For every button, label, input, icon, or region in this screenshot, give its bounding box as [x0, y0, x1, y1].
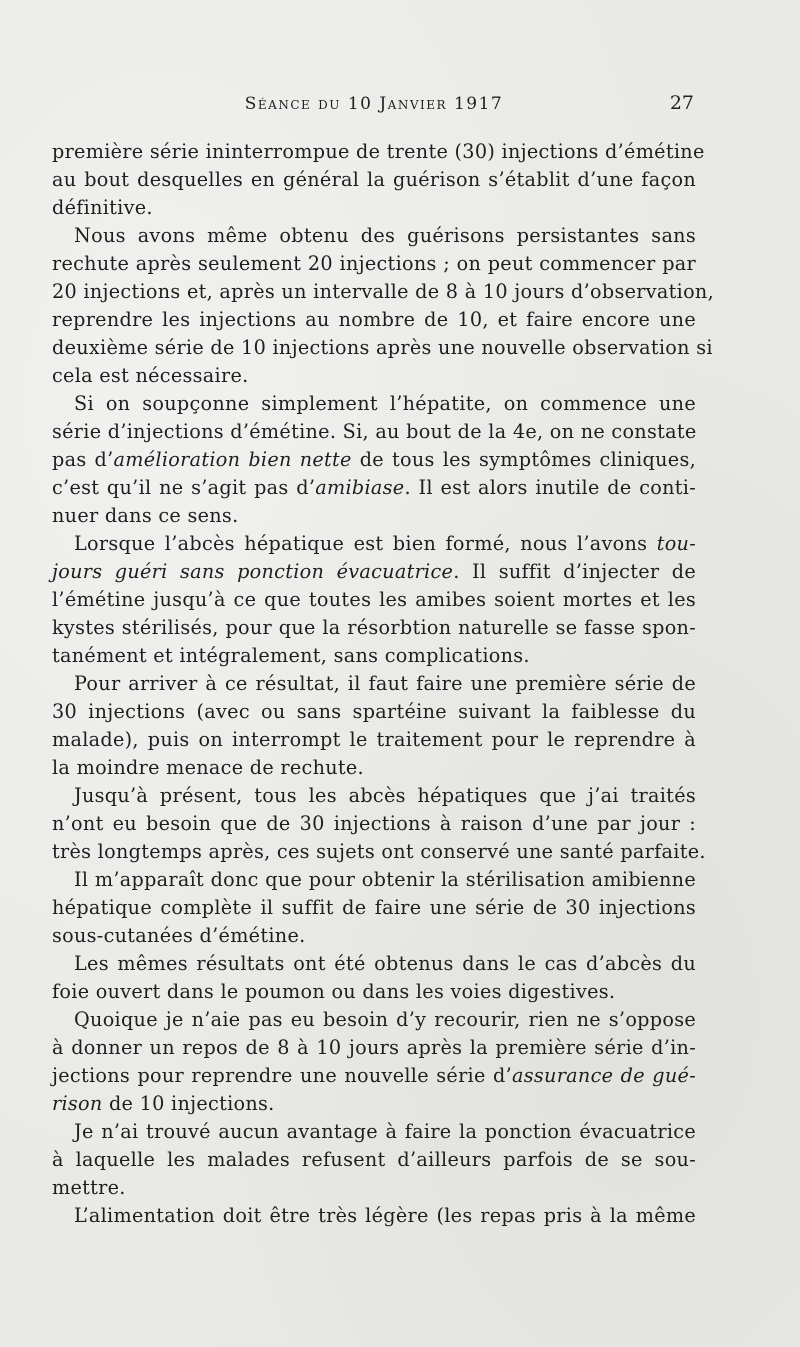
text-line: à donner un repos de 8 à 10 jours après la première série d’in-	[52, 1036, 696, 1059]
text-line: rechute après seulement 20 injections ; on peut commencer par	[52, 252, 696, 275]
text-line: reprendre les injections au nombre de 10, et faire encore une	[52, 308, 696, 331]
text-run: jections pour reprendre une nouvelle série d’	[52, 1064, 513, 1087]
text-line	[52, 446, 696, 474]
text-run: . Il est alors inutile de conti-	[404, 476, 696, 499]
italic-text: rison	[52, 1092, 103, 1115]
text-line: Si on soupçonne simplement l’hépatite, on commence une	[74, 392, 696, 415]
text-line: Jusqu’à présent, tous les abcès hépatiques que j’ai traités	[74, 784, 696, 807]
text-run: de tous les symptômes cliniques,	[351, 448, 696, 471]
text-line	[52, 1090, 696, 1118]
italic-text: jours guéri sans ponction évacuatrice	[52, 560, 454, 583]
text-line: kystes stérilisés, pour que la résorbtion naturelle se fasse spon-	[52, 616, 696, 639]
text-line	[52, 558, 696, 586]
text-line	[52, 1062, 696, 1090]
running-title: Séance du 10 Janvier 1917	[244, 94, 504, 114]
text-line: au bout desquelles en général la guérison s’établit d’une façon	[52, 168, 696, 191]
text-line: mettre.	[52, 1176, 126, 1199]
text-line	[52, 530, 696, 558]
text-line: foie ouvert dans le poumon ou dans les voies digestives.	[52, 980, 616, 1003]
text-run: pas d’	[52, 448, 114, 471]
running-head	[54, 92, 694, 122]
text-run: Lorsque l’abcès hépatique est bien formé, nous l’avons	[74, 532, 657, 555]
text-line: première série ininterrompue de trente (30) injections d’émétine	[52, 140, 705, 163]
text-line: nuer dans ce sens.	[52, 504, 239, 527]
body-text	[52, 138, 714, 1230]
text-line: la moindre menace de rechute.	[52, 756, 364, 779]
italic-text: amélioration bien nette	[113, 448, 352, 471]
text-line: à laquelle les malades refusent d’ailleurs parfois de se sou-	[52, 1148, 696, 1171]
text-line: n’ont eu besoin que de 30 injections à raison d’une par jour :	[52, 812, 696, 835]
text-line: définitive.	[52, 196, 153, 219]
text-line: 20 injections et, après un intervalle de 8 à 10 jours d’observation,	[52, 280, 714, 303]
italic-text: amibiase	[315, 476, 405, 499]
page-number: 27	[669, 92, 694, 114]
text-line: Je n’ai trouvé aucun avantage à faire la ponction évacuatrice	[74, 1120, 696, 1143]
text-line: malade), puis on interrompt le traitement pour le reprendre à	[52, 728, 696, 751]
text-line: Quoique je n’aie pas eu besoin d’y recourir, rien ne s’oppose	[74, 1008, 696, 1031]
text-run: c’est qu’il ne s’agit pas d’	[52, 476, 316, 499]
text-line: sous-cutanées d’émétine.	[52, 924, 306, 947]
text-line: cela est nécessaire.	[52, 364, 249, 387]
text-run: . Il suffit d’injecter de	[453, 560, 696, 583]
text-line: tanément et intégralement, sans complications.	[52, 644, 530, 667]
text-line: l’émétine jusqu’à ce que toutes les amibes soient mortes et les	[52, 588, 696, 611]
text-line: Pour arriver à ce résultat, il faut faire une première série de	[74, 672, 696, 695]
text-line	[52, 474, 696, 502]
text-line: 30 injections (avec ou sans spartéine suivant la faiblesse du	[52, 700, 696, 723]
text-line: Les mêmes résultats ont été obtenus dans le cas d’abcès du	[74, 952, 696, 975]
text-line: très longtemps après, ces sujets ont conservé une santé parfaite.	[52, 840, 706, 863]
text-line: Nous avons même obtenu des guérisons persistantes sans	[74, 224, 696, 247]
italic-text: assurance de gué-	[512, 1064, 696, 1087]
text-line: deuxième série de 10 injections après une nouvelle observation si	[52, 336, 713, 359]
text-run: de 10 injections.	[102, 1092, 275, 1115]
text-line: L’alimentation doit être très légère (les repas pris à la même	[74, 1204, 696, 1227]
text-line: hépatique complète il suffit de faire une série de 30 injections	[52, 896, 696, 919]
text-line: Il m’apparaît donc que pour obtenir la stérilisation amibienne	[74, 868, 696, 891]
italic-text: tou-	[656, 532, 696, 555]
text-line: série d’injections d’émétine. Si, au bout de la 4e, on ne constate	[52, 420, 697, 443]
